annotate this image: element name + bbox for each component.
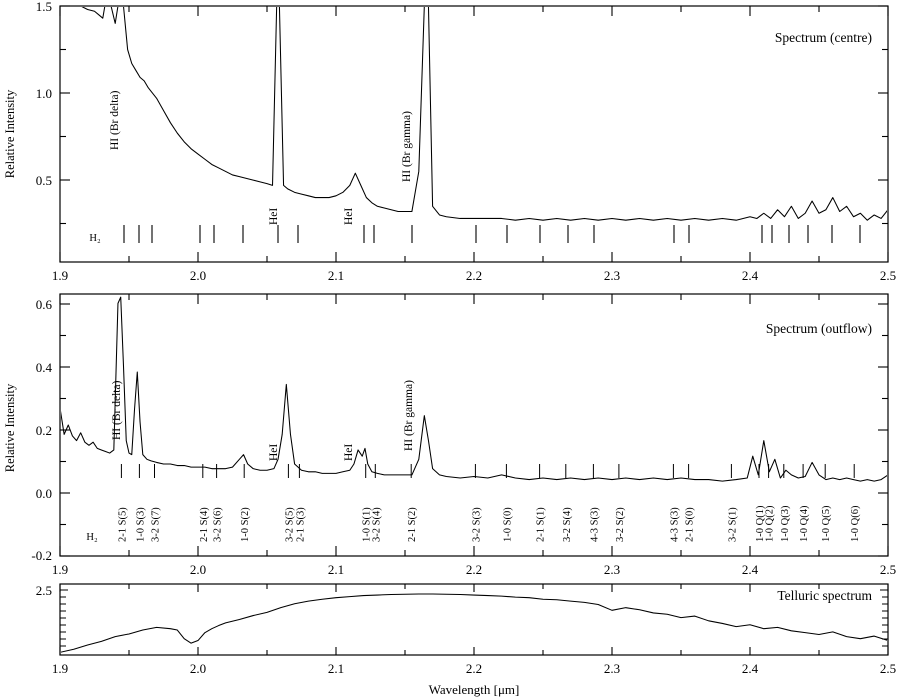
telluric-svg bbox=[0, 578, 908, 699]
xtick-outflow-1: 2.0 bbox=[189, 562, 207, 577]
h2-tickmarks-centre bbox=[124, 225, 860, 243]
h2-label-centre: H₂ bbox=[89, 233, 101, 244]
annotation-hi-br-gamma-centre: HI (Br gamma) bbox=[401, 111, 413, 182]
annotation-hi-br-delta-centre: HI (Br delta) bbox=[109, 90, 121, 150]
ylabel-centre: Relative Intensity bbox=[3, 89, 17, 179]
ytick-outflow-2: 0.2 bbox=[35, 423, 52, 438]
panel-spectrum-centre bbox=[0, 0, 908, 285]
line-id-label: 4-3 S(3) bbox=[589, 507, 601, 542]
line-id-label: 3-2 S(2) bbox=[614, 507, 626, 542]
xtick-telluric-4: 2.3 bbox=[603, 661, 621, 676]
xtick-telluric-1: 2.0 bbox=[189, 661, 207, 676]
xtick-outflow-3: 2.2 bbox=[465, 562, 483, 577]
xtick-centre-4: 2.3 bbox=[603, 268, 621, 283]
y-ticks-telluric bbox=[60, 590, 888, 646]
annotation-hi-br-delta-outflow: HI (Br delta) bbox=[111, 380, 123, 440]
h2-label-outflow: H₂ bbox=[86, 532, 98, 543]
ytick-centre-0: 0.5 bbox=[35, 173, 52, 188]
xtick-outflow-6: 2.5 bbox=[879, 562, 897, 577]
line-id-label: 1-0 Q(4) bbox=[799, 505, 811, 542]
xtick-outflow-5: 2.4 bbox=[741, 562, 759, 577]
annotation-hei-1-centre: HeI bbox=[268, 207, 280, 225]
line-id-label: 1-0 Q(3) bbox=[779, 505, 791, 542]
ytick-outflow-4: 0.6 bbox=[35, 297, 52, 312]
xaxis-title: Wavelength [μm] bbox=[428, 682, 520, 697]
line-identification-labels bbox=[117, 505, 861, 542]
line-id-label: 2-1 S(5) bbox=[117, 507, 129, 542]
xtick-outflow-4: 2.3 bbox=[603, 562, 621, 577]
xtick-centre-5: 2.4 bbox=[741, 268, 759, 283]
line-id-label: 2-1 S(2) bbox=[407, 507, 419, 542]
centre-svg bbox=[0, 0, 908, 285]
xtick-telluric-3: 2.2 bbox=[465, 661, 483, 676]
line-id-label: 2-1 S(3) bbox=[295, 507, 307, 542]
spectrum-outflow-trace bbox=[60, 297, 888, 481]
ylabel-outflow: Relative Intensity bbox=[3, 383, 17, 473]
line-id-label: 1-0 Q(2) bbox=[764, 505, 776, 542]
panel-title-telluric: Telluric spectrum bbox=[777, 588, 872, 603]
y-ticks-centre bbox=[60, 6, 888, 224]
xtick-centre-2: 2.1 bbox=[327, 268, 345, 283]
xtick-centre-6: 2.5 bbox=[879, 268, 897, 283]
ytick-telluric-0: 2.5 bbox=[35, 583, 52, 598]
line-id-label: 3-2 S(1) bbox=[727, 507, 739, 542]
line-id-label: 3-2 S(4) bbox=[561, 507, 573, 542]
line-id-label: 3-2 S(7) bbox=[150, 507, 162, 542]
xtick-centre-1: 2.0 bbox=[189, 268, 207, 283]
line-id-label: 1-0 Q(6) bbox=[850, 505, 862, 542]
line-id-label: 1-0 S(0) bbox=[502, 507, 514, 542]
line-id-label: 3-2 S(6) bbox=[212, 507, 224, 542]
line-id-label: 3-2 S(5) bbox=[284, 507, 296, 542]
xtick-centre-0: 1.9 bbox=[51, 268, 69, 283]
line-id-label: 2-1 S(4) bbox=[198, 507, 210, 542]
line-id-label: 2-1 S(0) bbox=[684, 507, 696, 542]
ytick-centre-1: 1.0 bbox=[35, 86, 52, 101]
xtick-telluric-0: 1.9 bbox=[51, 661, 69, 676]
line-id-label: 3-2 S(4) bbox=[371, 507, 383, 542]
line-id-label: 4-3 S(3) bbox=[669, 507, 681, 542]
telluric-trace bbox=[60, 594, 888, 652]
x-ticks-centre bbox=[60, 6, 888, 262]
line-id-label: 2-1 S(1) bbox=[535, 507, 547, 542]
annotation-hei-1-outflow: HeI bbox=[268, 443, 280, 461]
line-identification-ticks bbox=[121, 464, 854, 478]
xtick-outflow-2: 2.1 bbox=[327, 562, 345, 577]
panel-telluric-spectrum bbox=[0, 578, 908, 699]
xtick-outflow-0: 1.9 bbox=[51, 562, 69, 577]
panel-title-outflow: Spectrum (outflow) bbox=[765, 321, 872, 336]
ytick-centre-2: 1.5 bbox=[35, 0, 52, 14]
line-id-label: 1-0 S(1) bbox=[361, 507, 373, 542]
xtick-telluric-2: 2.1 bbox=[327, 661, 345, 676]
line-id-label: 1-0 S(2) bbox=[240, 507, 252, 542]
panel-title-centre: Spectrum (centre) bbox=[774, 30, 872, 45]
line-id-label: 1-0 S(3) bbox=[135, 507, 147, 542]
ytick-outflow-1: 0.0 bbox=[35, 486, 52, 501]
line-id-label: 3-2 S(3) bbox=[471, 507, 483, 542]
xtick-centre-3: 2.2 bbox=[465, 268, 483, 283]
plot-frame-centre bbox=[60, 6, 888, 262]
annotation-hei-2-outflow: HeI bbox=[343, 443, 355, 461]
xtick-telluric-6: 2.5 bbox=[879, 661, 897, 676]
ytick-outflow-0: -0.2 bbox=[31, 548, 52, 563]
ytick-outflow-3: 0.4 bbox=[35, 360, 52, 375]
panel-spectrum-outflow bbox=[0, 288, 908, 578]
annotation-hi-br-gamma-outflow: HI (Br gamma) bbox=[403, 380, 415, 451]
annotation-hei-2-centre: HeI bbox=[343, 207, 355, 225]
line-id-label: 1-0 Q(1) bbox=[755, 505, 766, 542]
outflow-svg bbox=[0, 288, 908, 578]
xtick-telluric-5: 2.4 bbox=[741, 661, 759, 676]
spectrum-centre-trace bbox=[60, 0, 888, 220]
line-id-label: 1-0 Q(5) bbox=[821, 505, 833, 542]
